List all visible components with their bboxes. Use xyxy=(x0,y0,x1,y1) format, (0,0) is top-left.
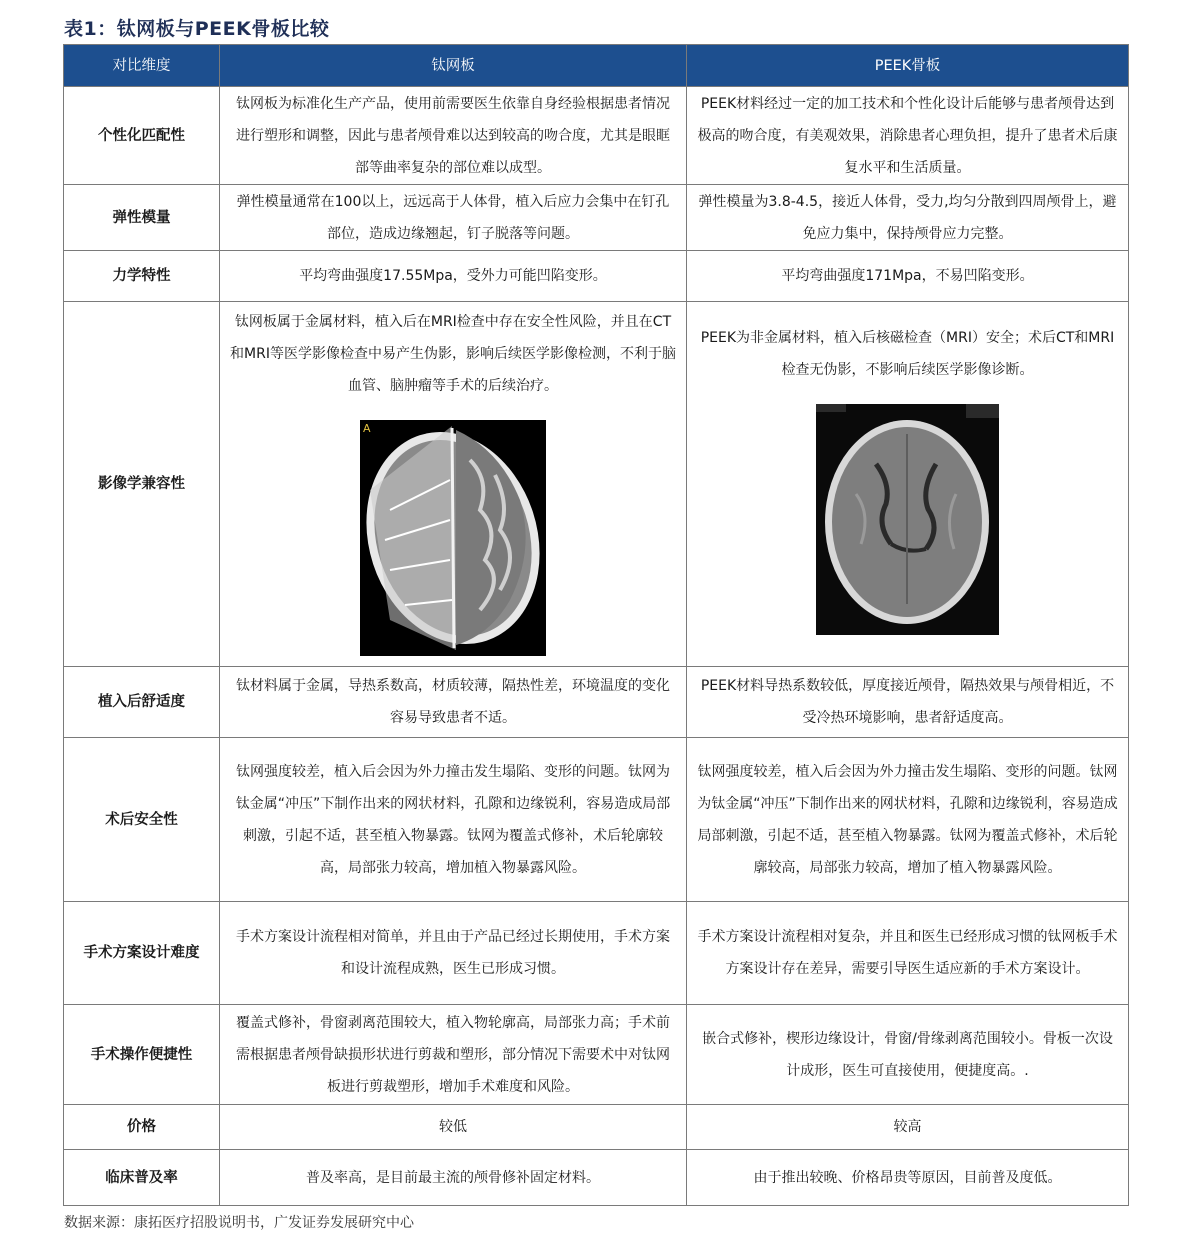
peek-cell: 由于推出较晚、价格昂贵等原因，目前普及度低。 xyxy=(687,1150,1129,1206)
titanium-cell: 手术方案设计流程相对简单，并且由于产品已经过长期使用，手术方案和设计流程成熟，医生已形成习惯。 xyxy=(220,902,687,1005)
header-peek: PEEK骨板 xyxy=(687,45,1129,87)
titanium-cell xyxy=(220,302,687,667)
peek-ct-scan-image xyxy=(816,404,999,635)
peek-cell: PEEK材料导热系数较低，厚度接近颅骨，隔热效果与颅骨相近，不受冷热环境影响，患者舒适度高。 xyxy=(687,667,1129,738)
data-source-note: 数据来源：康拓医疗招股说明书，广发证券发展研究中心 xyxy=(64,1215,414,1231)
titanium-imaging-text: 钛网板属于金属材料，植入后在MRI检查中存在安全性风险，并且在CT和MRI等医学影像检查中易产生伪影，影响后续医学影像检测，不利于脑血管、脑肿瘤等手术的后续治疗。 xyxy=(230,314,676,394)
titanium-cell: 弹性模量通常在100以上，远远高于人体骨，植入后应力会集中在钉孔部位，造成边缘翘起，钉子脱落等问题。 xyxy=(220,185,687,251)
row-dimension: 手术方案设计难度 xyxy=(64,902,220,1005)
row-dimension: 影像学兼容性 xyxy=(64,302,220,667)
titanium-cell: 钛材料属于金属，导热系数高，材质较薄，隔热性差，环境温度的变化容易导致患者不适。 xyxy=(220,667,687,738)
titanium-cell: 钛网板为标准化生产产品，使用前需要医生依靠自身经验根据患者情况进行塑形和调整，因此与患者颅骨难以达到较高的吻合度，尤其是眼眶部等曲率复杂的部位难以成型。 xyxy=(220,87,687,185)
row-dimension: 术后安全性 xyxy=(64,738,220,902)
row-dimension: 临床普及率 xyxy=(64,1150,220,1206)
table-row xyxy=(64,251,1129,302)
table-row xyxy=(64,902,1129,1005)
table-row xyxy=(64,667,1129,738)
titanium-cell: 覆盖式修补，骨窗剥离范围较大，植入物轮廓高，局部张力高；手术前需根据患者颅骨缺损形状进行剪裁和塑形，部分情况下需要术中对钛网板进行剪裁塑形，增加手术难度和风险。 xyxy=(220,1005,687,1105)
table-row xyxy=(64,1150,1129,1206)
titanium-cell: 钛网强度较差，植入后会因为外力撞击发生塌陷、变形的问题。钛网为钛金属“冲压”下制作出来的网状材料，孔隙和边缘锐利，容易造成局部刺激，引起不适，甚至植入物暴露。钛网为覆盖式修补，术后轮廓较高，局部张力较高，增加植入物暴露风险。 xyxy=(220,738,687,902)
peek-cell xyxy=(687,302,1129,667)
titanium-ct-scan-image xyxy=(360,420,546,656)
peek-cell: 较高 xyxy=(687,1105,1129,1150)
row-dimension: 植入后舒适度 xyxy=(64,667,220,738)
row-dimension: 弹性模量 xyxy=(64,185,220,251)
table-row xyxy=(64,185,1129,251)
row-dimension: 个性化匹配性 xyxy=(64,87,220,185)
row-dimension: 价格 xyxy=(64,1105,220,1150)
peek-cell: 平均弯曲强度171Mpa，不易凹陷变形。 xyxy=(687,251,1129,302)
svg-text:A: A xyxy=(363,422,371,435)
comparison-table xyxy=(63,44,1129,1206)
row-dimension: 力学特性 xyxy=(64,251,220,302)
table-row xyxy=(64,302,1129,667)
row-dimension: 手术操作便捷性 xyxy=(64,1005,220,1105)
table-row xyxy=(64,87,1129,185)
titanium-cell: 普及率高，是目前最主流的颅骨修补固定材料。 xyxy=(220,1150,687,1206)
titanium-cell: 平均弯曲强度17.55Mpa，受外力可能凹陷变形。 xyxy=(220,251,687,302)
peek-cell: 钛网强度较差，植入后会因为外力撞击发生塌陷、变形的问题。钛网为钛金属“冲压”下制作出来的网状材料，孔隙和边缘锐利，容易造成局部刺激，引起不适，甚至植入物暴露。钛网为覆盖式修补，术后轮廓较高，局部张力较高，增加了植入物暴露风险。 xyxy=(687,738,1129,902)
titanium-cell: 较低 xyxy=(220,1105,687,1150)
peek-imaging-text: PEEK为非金属材料，植入后核磁检查（MRI）安全；术后CT和MRI检查无伪影，不影响后续医学影像诊断。 xyxy=(700,330,1115,378)
table-row xyxy=(64,1105,1129,1150)
peek-cell: 手术方案设计流程相对复杂，并且和医生已经形成习惯的钛网板手术方案设计存在差异，需要引导医生适应新的手术方案设计。 xyxy=(687,902,1129,1005)
peek-cell: 弹性模量为3.8-4.5，接近人体骨，受力,均匀分散到四周颅骨上，避免应力集中，保持颅骨应力完整。 xyxy=(687,185,1129,251)
table-header-row xyxy=(64,45,1129,87)
peek-cell: 嵌合式修补，楔形边缘设计，骨窗/骨缘剥离范围较小。骨板一次设计成形，医生可直接使用，便捷度高。. xyxy=(687,1005,1129,1105)
table-row xyxy=(64,1005,1129,1105)
header-titanium: 钛网板 xyxy=(220,45,687,87)
header-dimension: 对比维度 xyxy=(64,45,220,87)
peek-cell: PEEK材料经过一定的加工技术和个性化设计后能够与患者颅骨达到极高的吻合度，有美观效果，消除患者心理负担，提升了患者术后康复水平和生活质量。 xyxy=(687,87,1129,185)
table-title: 表1：钛网板与PEEK骨板比较 xyxy=(64,18,330,40)
table-row xyxy=(64,738,1129,902)
